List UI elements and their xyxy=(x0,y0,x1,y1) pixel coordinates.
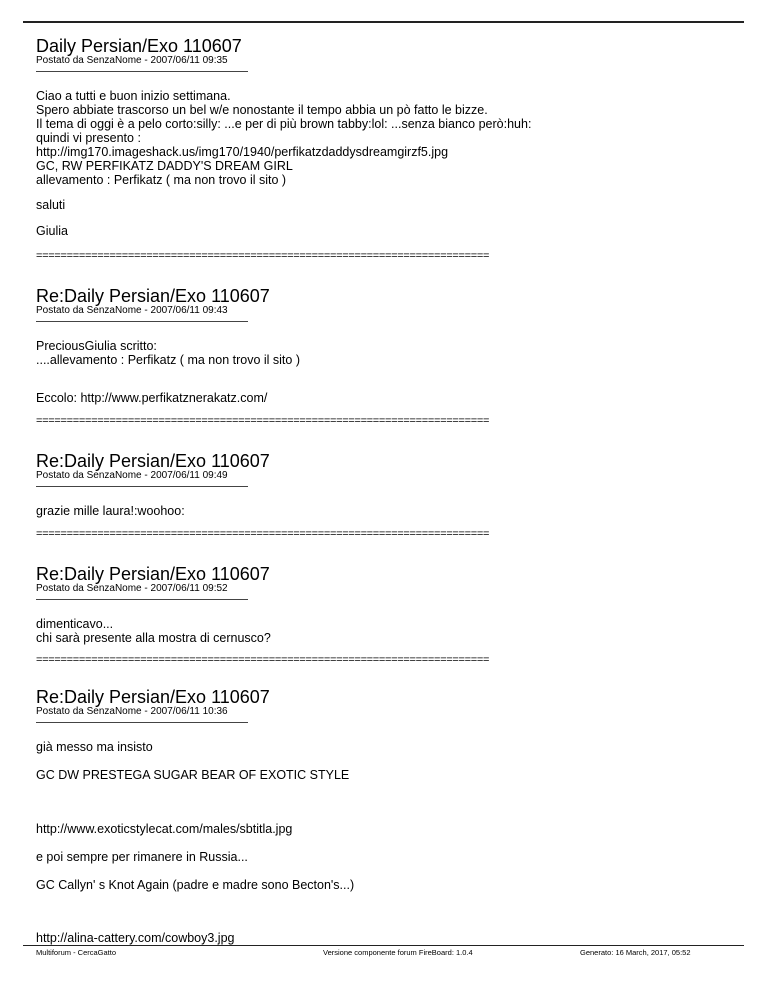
post-line: GC, RW PERFIKATZ DADDY'S DREAM GIRL xyxy=(36,159,293,173)
post-title: Re:Daily Persian/Exo 110607 xyxy=(36,564,270,584)
post-line: PreciousGiulia scritto: xyxy=(36,339,157,353)
post-link: http://alina-cattery.com/cowboy3.jpg xyxy=(36,931,235,945)
post-line: ....allevamento : Perfikatz ( ma non trovo il sito ) xyxy=(36,353,300,367)
post-divider xyxy=(36,321,248,322)
post-divider xyxy=(36,71,248,72)
post-divider xyxy=(36,599,248,600)
post-line: Ciao a tutti e buon inizio settimana. xyxy=(36,89,231,103)
post-divider xyxy=(36,486,248,487)
post-line: grazie mille laura!:woohoo: xyxy=(36,504,185,518)
post-line: saluti xyxy=(36,198,66,212)
post-line: già messo ma insisto xyxy=(36,740,153,754)
post-line: chi sarà presente alla mostra di cernusco? xyxy=(36,631,271,645)
post-link: http://img170.imageshack.us/img170/1940/perfikatzdaddysdreamgirzf5.jpg xyxy=(36,145,449,159)
post-separator: ========================================================================== xyxy=(36,654,490,666)
post-line: Eccolo: http://www.perfikatznerakatz.com/ xyxy=(36,391,268,405)
post-line: GC DW PRESTEGA SUGAR BEAR OF EXOTIC STYLE xyxy=(36,768,350,782)
post-meta: Postato da SenzaNome - 2007/06/11 09:49 xyxy=(36,470,228,481)
post-line: Spero abbiate trascorso un bel w/e nonostante il tempo abbia un pò fatto le bizze. xyxy=(36,103,488,117)
post-line: Giulia xyxy=(36,224,68,238)
post-divider xyxy=(36,722,248,723)
post-line: allevamento : Perfikatz ( ma non trovo il sito ) xyxy=(36,173,287,187)
post-separator: ========================================================================== xyxy=(36,250,490,262)
post-separator: ========================================================================== xyxy=(36,415,490,427)
post-link: http://www.exoticstylecat.com/males/sbtitla.jpg xyxy=(36,822,293,836)
post-line: e poi sempre per rimanere in Russia... xyxy=(36,850,248,864)
post-line: GC Callyn' s Knot Again (padre e madre sono Becton's...) xyxy=(36,878,355,892)
post-meta: Postato da SenzaNome - 2007/06/11 10:36 xyxy=(36,706,228,717)
footer-site-name: Multiforum - CercaGatto xyxy=(36,948,117,957)
post-title: Re:Daily Persian/Exo 110607 xyxy=(36,687,270,707)
post-meta: Postato da SenzaNome - 2007/06/11 09:52 xyxy=(36,583,228,594)
post-title: Re:Daily Persian/Exo 110607 xyxy=(36,286,270,306)
post-line: quindi vi presento : xyxy=(36,131,141,145)
post-title: Daily Persian/Exo 110607 xyxy=(36,36,242,56)
post-meta: Postato da SenzaNome - 2007/06/11 09:43 xyxy=(36,305,228,316)
post-meta: Postato da SenzaNome - 2007/06/11 09:35 xyxy=(36,55,228,66)
post-line: dimenticavo... xyxy=(36,617,114,631)
footer-version: Versione componente forum FireBoard: 1.0.4 xyxy=(323,948,473,957)
post-line: Il tema di oggi è a pelo corto:silly: ...e per di più brown tabby:lol: ...senza bianco però:huh: xyxy=(36,117,532,131)
footer-generated-date: Generato: 16 March, 2017, 05:52 xyxy=(580,948,691,957)
page-footer-rule xyxy=(23,945,744,946)
page-top-rule xyxy=(23,21,744,23)
post-separator: ========================================================================== xyxy=(36,528,490,540)
post-title: Re:Daily Persian/Exo 110607 xyxy=(36,451,270,471)
